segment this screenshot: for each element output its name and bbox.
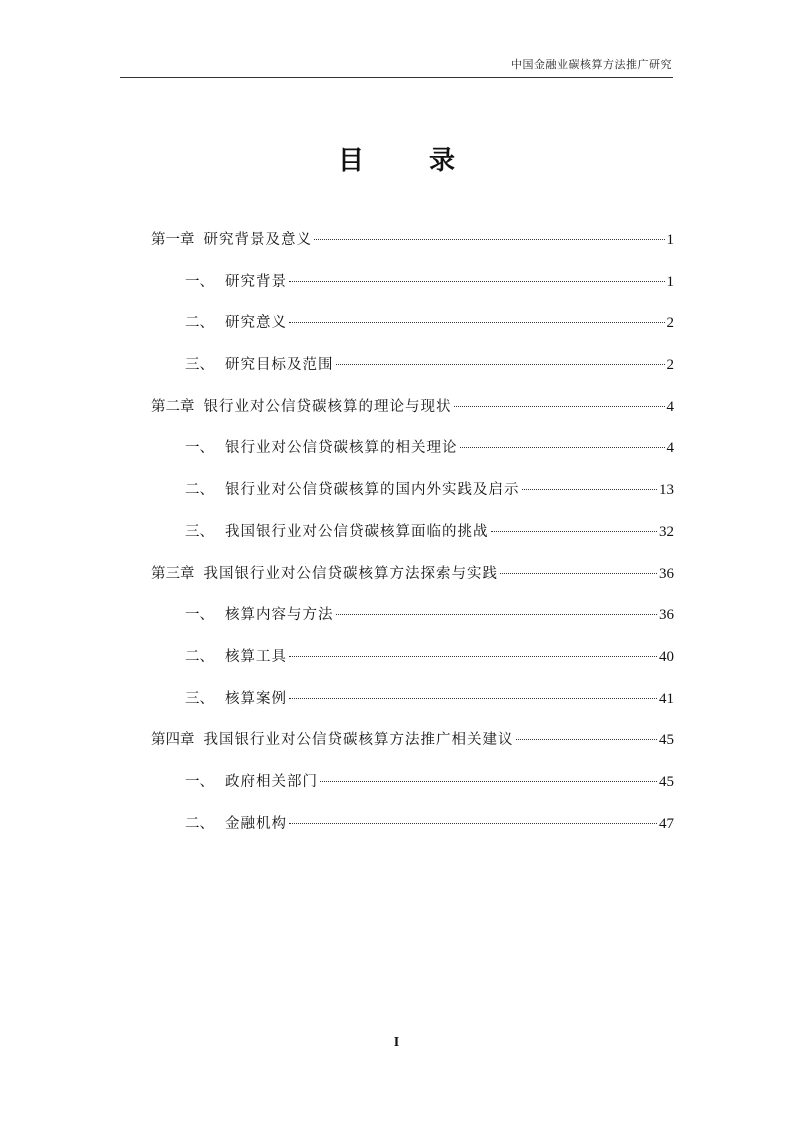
toc-entry-number: 一、 <box>185 607 214 624</box>
dot-leader <box>460 447 665 448</box>
toc-entry-title: 研究意义 <box>225 315 287 332</box>
toc-entry[interactable] <box>151 269 674 311</box>
dot-leader <box>336 364 665 365</box>
toc-title: 目 录 <box>337 146 484 176</box>
toc-entry-title: 核算内容与方法 <box>225 607 334 624</box>
toc-entry-number: 第二章 <box>151 398 195 415</box>
toc-entry-page: 36 <box>659 565 674 582</box>
toc-entry-page: 36 <box>659 607 674 624</box>
toc-entry[interactable] <box>151 394 674 436</box>
toc-entry-title: 金融机构 <box>225 815 287 832</box>
toc-entry[interactable] <box>151 644 674 686</box>
dot-leader <box>320 781 657 782</box>
toc-entry-page: 45 <box>659 732 674 749</box>
toc-entry[interactable] <box>151 477 674 519</box>
toc-entry-number: 三、 <box>185 523 214 540</box>
toc-entry-number: 第一章 <box>151 232 195 248</box>
toc-entry-page: 40 <box>659 648 674 665</box>
toc-entry[interactable] <box>151 352 674 394</box>
toc-entry-number: 一、 <box>185 440 214 457</box>
toc-entry-number: 二、 <box>185 815 214 832</box>
toc-entry-page: 1 <box>666 273 674 290</box>
toc-entry-title: 政府相关部门 <box>225 773 318 790</box>
toc-entry-title: 研究背景 <box>225 273 287 290</box>
dot-leader <box>491 531 658 532</box>
toc-entry-number: 三、 <box>185 357 214 374</box>
toc-entry[interactable] <box>151 227 674 269</box>
toc-entry-page: 2 <box>666 357 674 374</box>
toc-entry-title: 银行业对公信贷碳核算的国内外实践及启示 <box>225 482 520 499</box>
header-rule <box>120 77 673 78</box>
toc-entry[interactable] <box>151 561 674 603</box>
dot-leader <box>289 823 657 824</box>
dot-leader <box>289 698 657 699</box>
toc-entry-title: 银行业对公信贷碳核算的相关理论 <box>225 440 458 457</box>
toc-entry[interactable] <box>151 435 674 477</box>
running-header: 中国金融业碳核算方法推广研究 <box>511 58 672 71</box>
toc-entry-page: 2 <box>666 315 674 332</box>
toc-entry-page: 45 <box>659 773 674 790</box>
toc-entry-page: 1 <box>666 232 674 248</box>
dot-leader <box>289 322 665 323</box>
toc-entry[interactable] <box>151 811 674 853</box>
toc-entry-number: 一、 <box>185 273 214 290</box>
toc-entry[interactable] <box>151 602 674 644</box>
toc-entry[interactable] <box>151 310 674 352</box>
toc-entry[interactable] <box>151 686 674 728</box>
dot-leader <box>336 614 658 615</box>
toc-entry-number: 二、 <box>185 315 214 332</box>
dot-leader <box>289 281 665 282</box>
toc-entry-page: 13 <box>659 482 674 499</box>
dot-leader <box>454 406 665 407</box>
toc-entry-number: 第三章 <box>151 565 195 582</box>
toc-entry-title: 银行业对公信贷碳核算的理论与现状 <box>203 398 452 415</box>
dot-leader <box>314 239 665 240</box>
toc-entry-title: 我国银行业对公信贷碳核算方法推广相关建议 <box>203 732 514 749</box>
toc-entry-title: 研究目标及范围 <box>225 357 334 374</box>
toc-entry-page: 47 <box>659 815 674 832</box>
toc-entry[interactable] <box>151 727 674 769</box>
toc-entry-number: 一、 <box>185 773 214 790</box>
toc-list <box>151 227 674 852</box>
toc-entry-title: 核算工具 <box>225 648 287 665</box>
toc-entry-title: 研究背景及意义 <box>203 232 312 248</box>
toc-entry-title: 核算案例 <box>225 690 287 707</box>
toc-entry[interactable] <box>151 769 674 811</box>
dot-leader <box>516 739 658 740</box>
toc-entry-number: 二、 <box>185 482 214 499</box>
dot-leader <box>500 573 657 574</box>
dot-leader <box>522 489 658 490</box>
toc-entry-number: 三、 <box>185 690 214 707</box>
toc-entry-title: 我国银行业对公信贷碳核算面临的挑战 <box>225 523 489 540</box>
toc-entry-title: 我国银行业对公信贷碳核算方法探索与实践 <box>203 565 498 582</box>
toc-entry-page: 41 <box>659 690 674 707</box>
toc-entry-page: 4 <box>666 398 674 415</box>
toc-entry-page: 4 <box>666 440 674 457</box>
toc-entry-page: 32 <box>659 523 674 540</box>
page-number: I <box>393 1035 400 1050</box>
dot-leader <box>289 656 657 657</box>
toc-entry[interactable] <box>151 519 674 561</box>
toc-entry-number: 第四章 <box>151 732 195 749</box>
toc-entry-number: 二、 <box>185 648 214 665</box>
